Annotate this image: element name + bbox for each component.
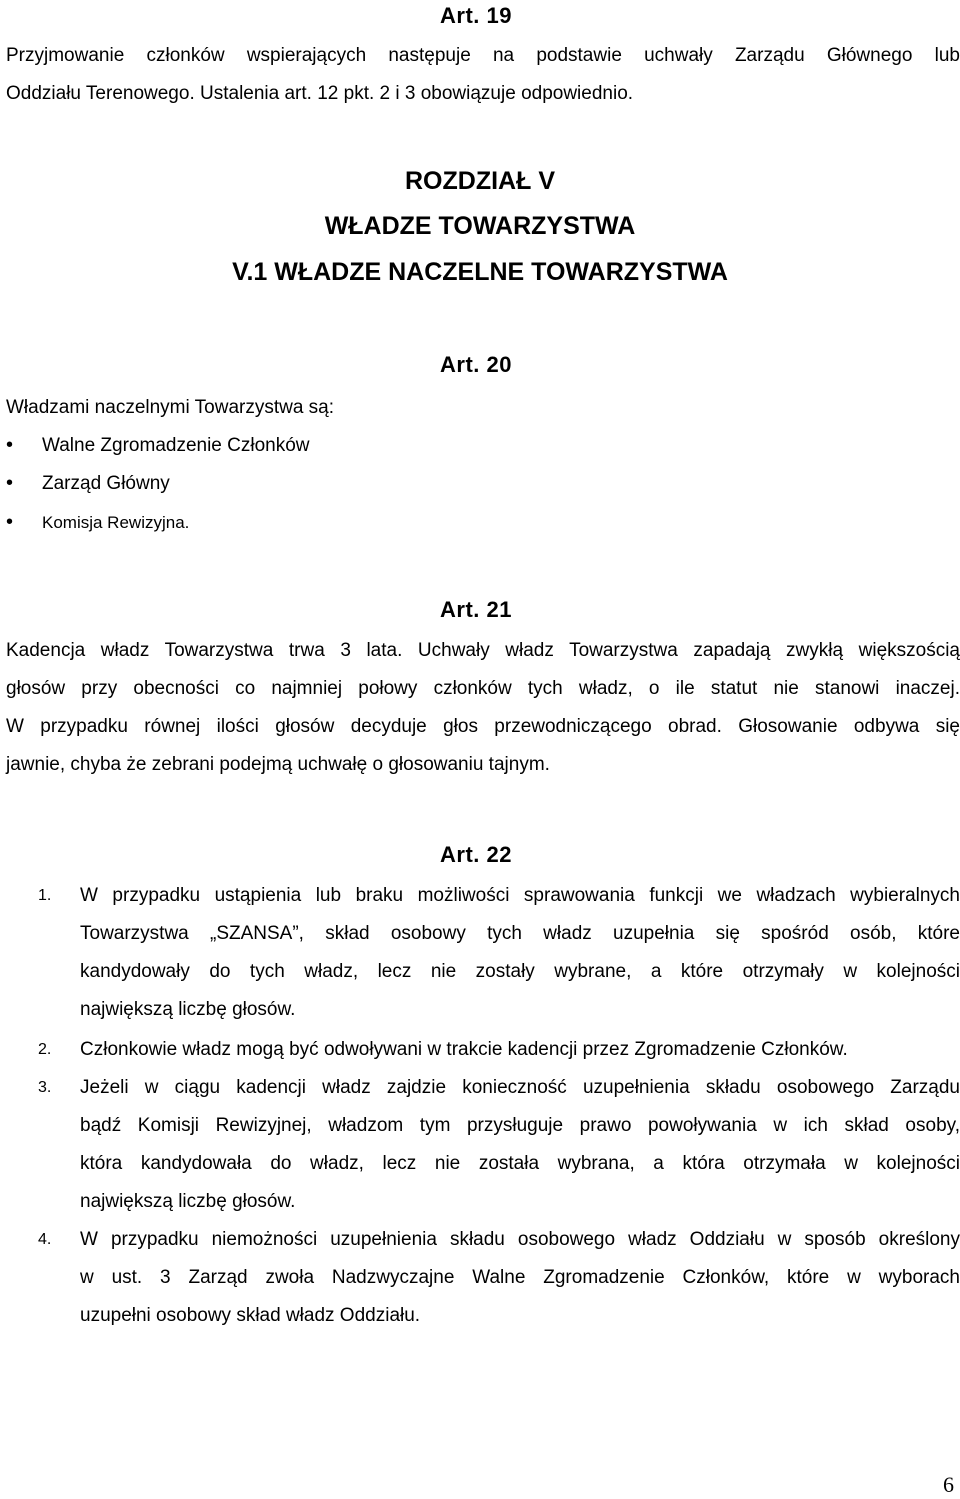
art-22-item-3-line-1: Jeżeli w ciągu kadencji władz zajdzie konieczność uzupełnienia składu osobowego Zarządu [80,1077,960,1098]
art-19-title: Art. 19 [440,3,512,28]
art-21-line-2: głosów przy obecności co najmniej połowy członków tych władz, o ile statut nie stanowi inaczej. [6,678,960,699]
art-20-item-3: Komisja Rewizyjna. [42,513,190,532]
art-20-title: Art. 20 [440,352,512,377]
art-21-line-4: jawnie, chyba że zebrani podejmą uchwałę o głosowaniu tajnym. [6,754,550,775]
art-21-line-1: Kadencja władz Towarzystwa trwa 3 lata. Uchwały władz Towarzystwa zapadają zwykłą większością [6,640,960,661]
art-22-item-1-line-2: Towarzystwa „SZANSA”, skład osobowy tych władz uzupełnia się spośród osób, które [80,923,960,944]
art-22-item-1-line-4: największą liczbę głosów. [80,999,296,1020]
item-number: 2. [38,1041,52,1058]
art-22-item-3-line-3: która kandydowała do władz, lecz nie została wybrana, a która otrzymała w kolejności [80,1153,960,1174]
item-number: 4. [38,1231,52,1248]
art-20-item-1: Walne Zgromadzenie Członków [42,435,310,456]
art-19-line-1: Przyjmowanie członków wspierających następuje na podstawie uchwały Zarządu Głównego lub [6,45,960,66]
art-21-title: Art. 21 [440,597,512,622]
chapter-subtitle: V.1 WŁADZE NACZELNE TOWARZYSTWA [232,258,728,286]
chapter-number: ROZDZIAŁ V [405,167,555,195]
art-21-line-3: W przypadku równej ilości głosów decyduje głos przewodniczącego obrad. Głosowanie odbywa się [6,716,960,737]
art-22-item-4-line-2: w ust. 3 Zarząd zwoła Nadzwyczajne Walne Zgromadzenie Członków, które w wyborach [80,1267,960,1288]
art-20-intro: Władzami naczelnymi Towarzystwa są: [6,397,335,418]
art-22-item-2-line-1: Członkowie władz mogą być odwoływani w trakcie kadencji przez Zgromadzenie Członków. [80,1039,848,1060]
chapter-title: WŁADZE TOWARZYSTWA [324,212,636,240]
item-number: 1. [38,887,52,904]
item-number: 3. [38,1079,52,1096]
bullet-icon: • [6,511,14,533]
art-22-item-1-line-3: kandydowały do tych władz, lecz nie zostały wybrane, a które otrzymały w kolejności [80,961,960,982]
art-19-line-2: Oddziału Terenowego. Ustalenia art. 12 pkt. 2 i 3 obowiązuje odpowiednio. [6,83,634,104]
art-22-item-4-line-3: uzupełni osobowy skład władz Oddziału. [80,1305,421,1326]
art-22-item-4-line-1: W przypadku niemożności uzupełnienia składu osobowego władz Oddziału w sposób określony [80,1229,960,1250]
art-22-item-3-line-2: bądź Komisji Rewizyjnej, władzom tym przysługuje prawo powoływania w ich skład osoby, [80,1115,960,1136]
art-22-title: Art. 22 [440,842,512,867]
art-20-item-2: Zarząd Główny [42,473,170,494]
bullet-icon: • [6,434,14,456]
bullet-icon: • [6,472,14,494]
art-22-item-1-line-1: W przypadku ustąpienia lub braku możliwości sprawowania funkcji we władzach wybieralnych [80,885,960,906]
art-22-item-3-line-4: największą liczbę głosów. [80,1191,296,1212]
page-number: 6 [943,1472,954,1497]
